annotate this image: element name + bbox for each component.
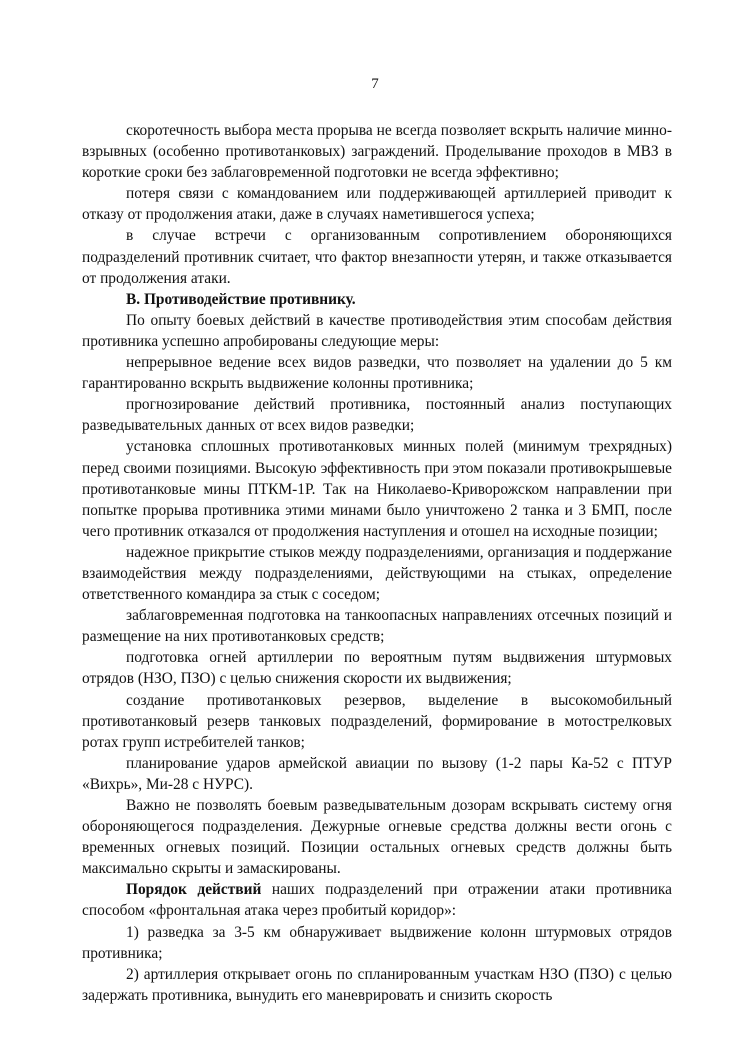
paragraph-12: планирование ударов армейской авиации по вызову (1-2 пары Ка-52 с ПТУР «Вихрь», Ми-28 с НУРС).	[82, 754, 672, 793]
paragraph-4: По опыту боевых действий в качестве противодействия этим способам действия противника успешно апробированы следующие меры:	[82, 311, 672, 350]
paragraph-7: установка сплошных противотанковых минных полей (минимум трехрядных) перед своими позициями. Высокую эффективность при этом показали противокрышевые противотанковые мины ПТКМ-1Р. Так на Николаево-Криворожском направлении при попытке прорыва противника этими минами было уничтожено 2 танка и 3 БМП, после чего противник отказался от продолжения наступления и отошел на исходные позиции;	[82, 438, 672, 540]
order-paragraph	[82, 879, 672, 921]
paragraph-5: непрерывное ведение всех видов разведки, что позволяет на удалении до 5 км гарантированно вскрыть выдвижение колонны противника;	[82, 354, 672, 393]
page-number: 7	[371, 76, 379, 92]
paragraph-1: скоротечность выбора места прорыва не всегда позволяет вскрыть наличие минно-взрывных (особенно противотанковых) заграждений. Проделывание проходов в МВЗ в короткие сроки без заблаговременной подготовки не всегда эффективно;	[82, 122, 672, 182]
paragraph-13: Важно не позволять боевым разведывательным дозорам вскрывать систему огня обороняющегося подразделения. Дежурные огневые средства должны вести огонь с временных огневых позиций. Позиции остальных огневых средств должны быть максимально скрыты и замаскированы.	[82, 797, 672, 878]
paragraph-3: в случае встречи с организованным сопротивлением обороняющихся подразделений противник считает, что фактор внезапности утерян, и также отказывается от продолжения атаки.	[82, 227, 672, 287]
paragraph-10: подготовка огней артиллерии по вероятным путям выдвижения штурмовых отрядов (НЗО, ПЗО) с целью снижения скорости их выдвижения;	[82, 649, 672, 688]
section-heading	[82, 289, 672, 310]
paragraph-15: 2) артиллерия открывает огонь по спланированным участкам НЗО (ПЗО) с целью задержать противника, вынудить его маневрировать и снизить скорость	[82, 965, 672, 1004]
paragraph-6: прогнозирование действий противника, постоянный анализ поступающих разведывательных данных от всех видов разведки;	[82, 396, 672, 435]
paragraph-2: потеря связи с командованием или поддерживающей артиллерией приводит к отказу от продолжения атаки, даже в случаях наметившегося успеха;	[82, 185, 672, 224]
document-body	[82, 120, 672, 1006]
paragraph-8: надежное прикрытие стыков между подразделениями, организация и поддержание взаимодействия между подразделениями, действующими на стыках, определение ответственного командира за стык с соседом;	[82, 543, 672, 604]
order-bold-lead: Порядок действий	[126, 881, 262, 899]
order-paragraph-text: наших подразделений при отражении атаки противника способом «фронтальная атака через пробитый коридор»:	[82, 881, 672, 920]
section-heading-text: В. Противодействие противнику.	[126, 290, 356, 308]
paragraph-11: создание противотанковых резервов, выделение в высокомобильный противотанковый резерв танковых подразделений, формирование в мотострелковых ротах групп истребителей танков;	[82, 691, 672, 751]
paragraph-9: заблаговременная подготовка на танкоопасных направлениях отсечных позиций и размещение на них противотанковых средств;	[82, 607, 672, 646]
paragraph-14: 1) разведка за 3-5 км обнаруживает выдвижение колонн штурмовых отрядов противника;	[82, 923, 672, 962]
